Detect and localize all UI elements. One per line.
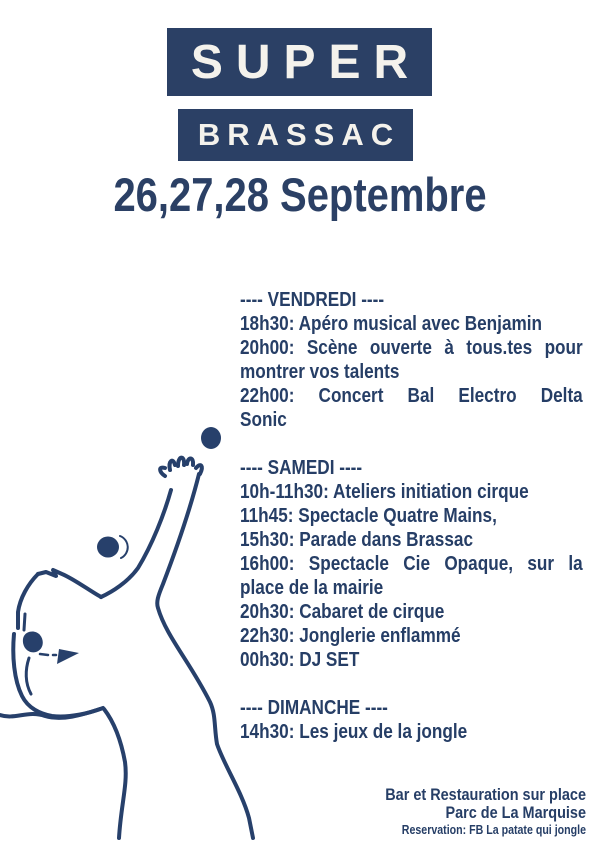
ball-motion-arc: [120, 536, 128, 558]
schedule-line: 11h45: Spectacle Quatre Mains,: [240, 504, 497, 527]
juggler-eye-line: [40, 654, 56, 655]
schedule-line: montrer vos talents: [240, 360, 400, 383]
juggler-hand-finger: [170, 461, 175, 470]
juggler-left-arm: [18, 574, 38, 628]
schedule-line: 18h30: Apéro musical avec Benjamin: [240, 312, 543, 335]
juggling-ball-middle: [97, 537, 119, 558]
schedule-line: 10h-11h30: Ateliers initiation cirque: [240, 480, 529, 503]
juggler-hand-thumb: [160, 468, 165, 476]
juggler-shoulder-line: [38, 570, 101, 597]
section-heading-dimanche: ---- DIMANCHE ----: [240, 696, 388, 719]
footer-reservation: Reservation: FB La patate qui jongle: [401, 823, 586, 837]
juggling-ball-top: [201, 427, 221, 449]
juggler-nose: [57, 649, 79, 664]
section-heading-vendredi: ---- VENDREDI ----: [240, 288, 385, 311]
footer-info: [229, 786, 586, 838]
schedule-line: 20h00: Scène ouverte à tous.tes pour: [240, 336, 583, 359]
schedule-line: Sonic: [240, 408, 287, 431]
schedule-line: place de la mairie: [240, 576, 384, 599]
schedule-line: 00h30: DJ SET: [240, 648, 360, 671]
schedule-line: 22h00: Concert Bal Electro Delta: [240, 384, 583, 407]
event-dates: 26,27,28 Septembre: [113, 168, 487, 221]
schedule-line: 14h30: Les jeux de la jongle: [240, 720, 468, 743]
juggler-hand-finger: [187, 458, 193, 465]
schedule-line: 16h00: Spectacle Cie Opaque, sur la: [240, 552, 583, 575]
super-title-text: SUPER: [190, 35, 422, 89]
super-title-box: [167, 28, 432, 96]
brassac-title-box: [178, 109, 413, 161]
brassac-title-text: BRASSAC: [197, 117, 401, 152]
schedule-section-samedi: [240, 456, 583, 672]
footer-bar-restauration: Bar et Restauration sur place: [385, 785, 586, 804]
schedule: [240, 288, 583, 768]
juggler-arm-back-contour: [157, 474, 253, 838]
schedule-line: 20h30: Cabaret de cirque: [240, 600, 445, 623]
juggler-illustration: [0, 400, 260, 849]
schedule-section-dimanche: [240, 696, 583, 744]
schedule-line: 15h30: Parade dans Brassac: [240, 528, 474, 551]
schedule-section-vendredi: [240, 288, 583, 432]
juggler-left-wrist: [24, 614, 25, 630]
section-heading-samedi: ---- SAMEDI ----: [240, 456, 363, 479]
juggler-face-line: [26, 658, 31, 694]
schedule-line: 22h30: Jonglerie enflammé: [240, 624, 461, 647]
juggler-chest-contour: [104, 709, 126, 838]
juggling-ball-in-hand: [23, 632, 43, 653]
juggler-hand-finger: [178, 458, 184, 466]
footer-location: Parc de La Marquise: [445, 803, 586, 822]
juggler-left-shoulder-line: [0, 709, 100, 718]
